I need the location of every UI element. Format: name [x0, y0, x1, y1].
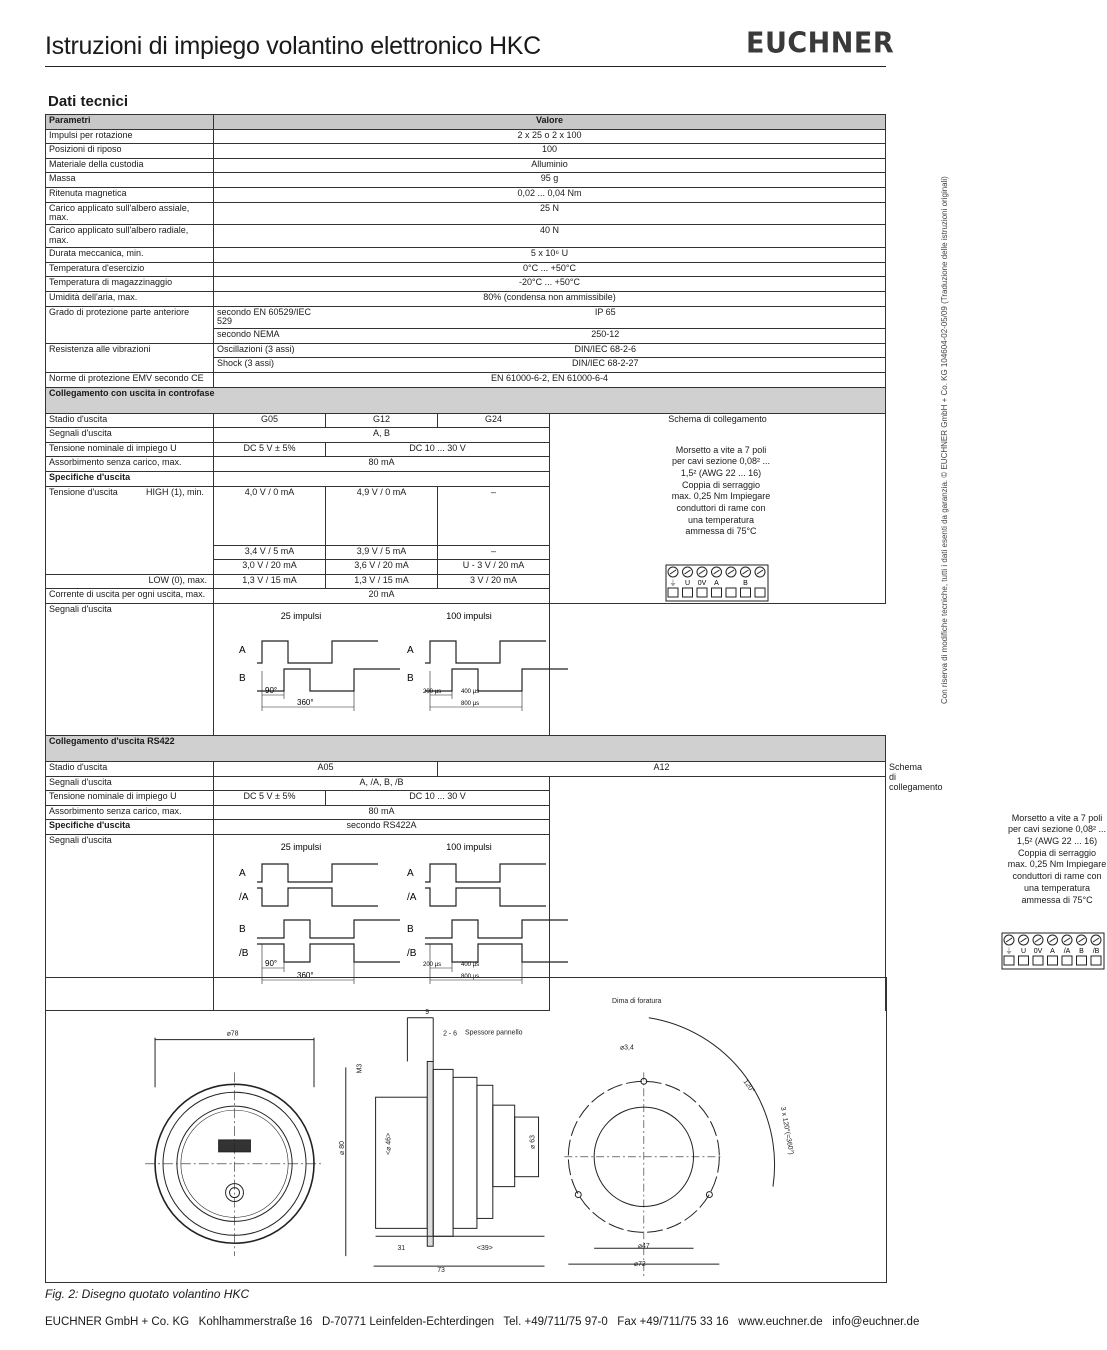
table-row [46, 158, 886, 173]
waveform-diagram [217, 605, 554, 723]
table-row [46, 291, 886, 306]
table-row [46, 173, 886, 188]
table-row: Stadio d'uscita A05 A12 Schema di collegamento Morsetto a vite a 7 poli per cavi sezione 0,08² ... 1,5² (AWG 22 ... 16) Coppia di serraggio max. 0,25 Nm Impiegare conduttori di rame con una temperatura ammessa di 75°C ⏚ U 0V A /A B /B [46, 762, 886, 777]
high-label: Tensione d'uscita [49, 486, 118, 497]
waveform-nB [257, 944, 400, 962]
dim-73: 73 [437, 1267, 445, 1275]
param-name: Umidità dell'aria, max. [46, 291, 214, 306]
angle-360-label: 360° [297, 698, 314, 708]
schema-text: Morsetto a vite a 7 poli per cavi sezione 0,08² ... 1,5² (AWG 22 ... 16) Coppia di serraggio max. 0,25 Nm Impiegare conduttori di rame con una temperatura ammessa di 75°C [671, 444, 771, 537]
table-row [46, 262, 886, 277]
signal-label-A: A [407, 868, 414, 880]
terminal-label: A [1050, 948, 1055, 956]
table-cell: DIN/IEC 68-2-27 [326, 358, 886, 373]
dim-31: 31 [397, 1245, 406, 1253]
figure-caption: Fig. 2: Disegno quotato volantino HKC [45, 1287, 250, 1301]
page-title: Istruzioni di impiego volantino elettronico HKC [45, 32, 541, 60]
table-cell: 250-12 [326, 329, 886, 344]
terminal-label: ⏚ [1005, 948, 1013, 956]
param-name: Temperatura di magazzinaggio [46, 277, 214, 292]
signal-label-A: A [407, 645, 414, 657]
table-cell: G05 [214, 413, 326, 428]
signal-label-nA: /A [239, 892, 249, 904]
table-cell: Norme di protezione EMV secondo CE [46, 373, 214, 388]
table-row [46, 129, 886, 144]
section-header-row [46, 387, 886, 413]
table-row [46, 820, 886, 835]
param-name: Temperatura d'esercizio [46, 262, 214, 277]
dim-80: ⌀ 80 [338, 1141, 346, 1155]
table-row [46, 776, 886, 791]
table-cell: 4,9 V / 0 mA [326, 486, 438, 545]
dim-39: <39> [476, 1245, 493, 1253]
waveform-cell [214, 604, 550, 736]
angle-3x120: 3 x 120°(=360°) [778, 1106, 795, 1156]
table-cell: Segnali d'uscita [46, 428, 214, 443]
param-value: 2 x 25 o 2 x 100 [214, 129, 886, 144]
terminal-label: 0V [1033, 948, 1043, 956]
table-cell: A, /A, B, /B [214, 776, 550, 791]
param-name: Carico applicato sull'albero radiale, max. [46, 225, 214, 248]
table-cell: secondo NEMA [214, 329, 326, 344]
signal-label-nB: /B [407, 948, 417, 960]
table-row [46, 187, 886, 202]
time-400-label: 400 µs [461, 962, 480, 969]
waveform-nA [257, 888, 378, 906]
table-cell: 3,0 V / 20 mA [214, 560, 326, 575]
waveform-nA [425, 888, 546, 906]
table-cell: secondo EN 60529/IEC 529 [214, 306, 326, 329]
wave-100-label: 100 impulsi [446, 611, 492, 622]
table-row [46, 343, 886, 358]
table-row [46, 277, 886, 292]
param-name: Carico applicato sull'albero assiale, max. [46, 202, 214, 225]
dim-panel: 2 - 6 [443, 1030, 458, 1038]
table-cell: Assorbimento senza carico, max. [46, 805, 214, 820]
table-row [46, 202, 886, 225]
signal-label-B: B [407, 924, 414, 936]
param-name: Ritenuta magnetica [46, 187, 214, 202]
terminal-screw [755, 567, 765, 597]
table-header-row: Parametri Valore [46, 115, 886, 130]
table-cell: A12 [438, 762, 886, 777]
table-cell: A, B [214, 428, 550, 443]
waveform-B [425, 920, 568, 938]
schema-cell [550, 413, 886, 603]
table-cell: DC 5 V ± 5% [214, 791, 326, 806]
terminal-label: 0V [697, 580, 707, 588]
table-cell: U - 3 V / 20 mA [438, 560, 550, 575]
table-cell: Stadio d'uscita [46, 413, 214, 428]
waveform-A [425, 864, 546, 882]
table-cell: 3,4 V / 5 mA [214, 545, 326, 560]
panel-label: Spessore pannello [465, 1029, 523, 1037]
signal-label-A: A [239, 645, 246, 657]
signal-label-B: B [239, 924, 246, 936]
param-value: 5 x 10⁶ U [214, 248, 886, 263]
angle-90-label: 90° [265, 686, 278, 696]
param-name: Massa [46, 173, 214, 188]
table-cell: Segnali d'uscita [46, 604, 214, 736]
schema-title: Schema di collegamento [668, 413, 767, 424]
table-cell: Specifiche d'uscita [46, 820, 214, 835]
table-cell: A05 [214, 762, 438, 777]
table-cell: 3,6 V / 20 mA [326, 560, 438, 575]
dim-63: ⌀ 63 [529, 1135, 537, 1149]
table-cell: G24 [438, 413, 550, 428]
table-cell: Assorbimento senza carico, max. [46, 457, 214, 472]
table-cell: DC 10 ... 30 V [326, 791, 550, 806]
signal-label-B: B [239, 673, 246, 685]
table-cell: 3 V / 20 mA [438, 574, 550, 589]
terminal-label: U [1021, 948, 1027, 956]
dim-72: ⌀72 [633, 1261, 646, 1269]
angle-90-label: 90° [265, 959, 278, 969]
param-name: Impulsi per rotazione [46, 129, 214, 144]
time-400-label: 400 µs [461, 689, 480, 696]
param-value: 100 [214, 144, 886, 159]
param-name: Grado di protezione parte anteriore [46, 306, 214, 343]
param-value: 95 g [214, 173, 886, 188]
param-name: Durata meccanica, min. [46, 248, 214, 263]
time-800-label: 800 µs [461, 701, 480, 708]
table-row [46, 144, 886, 159]
table-cell: – [438, 545, 550, 560]
table-cell: Tensione nominale di impiego U [46, 791, 214, 806]
table-cell: 4,0 V / 0 mA [214, 486, 326, 545]
table-cell [214, 472, 550, 487]
table-cell: 20 mA [214, 589, 550, 604]
terminal-screw [726, 567, 736, 597]
waveform-A [257, 864, 378, 882]
param-name: Materiale della custodia [46, 158, 214, 173]
param-name: Resistenza alle vibrazioni [46, 343, 214, 372]
section-header: Collegamento con uscita in controfase [46, 387, 886, 413]
terminal-label: /B [1092, 948, 1100, 956]
param-value: 25 N [214, 202, 886, 225]
table-row [46, 373, 886, 388]
time-200-label: 200 µs [423, 689, 442, 696]
table-row [46, 225, 886, 248]
waveform-B [257, 920, 400, 938]
table-cell: Stadio d'uscita [46, 762, 214, 777]
param-name: Posizioni di riposo [46, 144, 214, 159]
param-value: 80% (condensa non ammissibile) [214, 291, 886, 306]
table-cell: DIN/IEC 68-2-6 [326, 343, 886, 358]
dim-3-4: ⌀3,4 [619, 1044, 634, 1052]
table-row [46, 306, 886, 329]
table-cell: Oscillazioni (3 assi) [214, 343, 326, 358]
terminal-label: ⏚ [669, 580, 677, 588]
table-cell: G12 [326, 413, 438, 428]
terminal-label: U [684, 580, 691, 588]
terminal-label: B [743, 580, 748, 588]
table-cell: EN 61000-6-2, EN 61000-6-4 [214, 373, 886, 388]
param-value: 0°C ... +50°C [214, 262, 886, 277]
param-value: 40 N [214, 225, 886, 248]
table-cell: Tensione nominale di impiego U [46, 442, 214, 457]
time-800-label: 800 µs [461, 974, 480, 981]
waveform-B [257, 669, 400, 691]
waveform-A [425, 641, 546, 663]
waveform-nB [425, 944, 568, 962]
section-title: Dati tecnici [48, 93, 129, 110]
table-cell: secondo RS422A [214, 820, 550, 835]
table-cell: 80 mA [214, 457, 550, 472]
table-cell: DC 10 ... 30 V [326, 442, 550, 457]
high-sub: HIGH (1), min. [145, 486, 204, 497]
page-footer: EUCHNER GmbH + Co. KG Kohlhammerstraße 16 D-70771 Leinfelden-Echterdingen Tel. +49/711/75 97-0 Fax +49/711/75 33 16 www.euchner.de info@euchner.de [45, 1316, 920, 1328]
wave-25-label: 25 impulsi [280, 611, 322, 622]
table-cell: 1,3 V / 15 mA [326, 574, 438, 589]
table-cell: Shock (3 assi) [214, 358, 326, 373]
waveform-diagram [217, 836, 554, 984]
table-cell: Segnali d'uscita [46, 835, 214, 1011]
dim-78: ⌀78 [226, 1030, 239, 1038]
schema-text: Morsetto a vite a 7 poli per cavi sezione 0,08² ... 1,5² (AWG 22 ... 16) Coppia di serraggio max. 0,25 Nm Impiegare conduttori di rame con una temperatura ammessa di 75°C [1007, 812, 1107, 905]
signal-label-A: A [239, 868, 246, 880]
terminal-label: B [1079, 948, 1084, 956]
dim-m3: M3 [356, 1063, 364, 1074]
terminal-block [1001, 932, 1105, 970]
dim-9: 9 [425, 1008, 430, 1016]
table-cell: Corrente di uscita per ogni uscita, max. [46, 589, 214, 604]
wave-25-label: 25 impulsi [280, 842, 322, 853]
angle-120: 120° [741, 1078, 756, 1095]
param-value: 0,02 ... 0,04 Nm [214, 187, 886, 202]
param-name [46, 486, 214, 574]
table-row [46, 248, 886, 263]
table-cell: DC 5 V ± 5% [214, 442, 326, 457]
header-rule [45, 66, 886, 67]
section-header: Collegamento d'uscita RS422 [46, 736, 886, 762]
drilling-template-label: Dima di foratura [612, 997, 662, 1005]
terminal-label: A [714, 580, 719, 588]
table-row [46, 413, 886, 428]
param-name: LOW (0), max. [46, 574, 214, 589]
section-header-row [46, 736, 886, 762]
dim-47: ⌀47 [637, 1243, 650, 1251]
table-cell: 80 mA [214, 805, 550, 820]
param-value: Alluminio [214, 158, 886, 173]
euchner-logo: EUCHNER [746, 27, 895, 60]
table-cell: Segnali d'uscita [46, 776, 214, 791]
table-cell: 3,9 V / 5 mA [326, 545, 438, 560]
param-value: -20°C ... +50°C [214, 277, 886, 292]
wave-100-label: 100 impulsi [446, 842, 492, 853]
table-cell: Specifiche d'uscita [46, 472, 214, 487]
table-cell: IP 65 [326, 306, 886, 329]
signal-label-nB: /B [239, 948, 249, 960]
side-note: Con riserva di modifiche tecniche, tutti i dati esenti da garanzia. © EUCHNER GmbH + Co. KG 104604-02-05/09 (Traduzione delle istruzioni originali) [940, 176, 949, 704]
dimension-drawing [45, 977, 887, 1283]
dim-46: <⌀ 46> [385, 1132, 393, 1155]
table-cell: 1,3 V / 15 mA [214, 574, 326, 589]
table-row [46, 805, 886, 820]
signal-label-B: B [407, 673, 414, 685]
signal-label-nA: /A [407, 892, 417, 904]
angle-360-label: 360° [297, 971, 314, 981]
terminal-label: /A [1063, 948, 1071, 956]
table-row [46, 791, 886, 806]
time-200-label: 200 µs [423, 962, 442, 969]
waveform-A [257, 641, 378, 663]
terminal-block [665, 564, 769, 602]
table-row [46, 604, 886, 736]
table-cell: – [438, 486, 550, 545]
waveform-B [425, 669, 568, 691]
